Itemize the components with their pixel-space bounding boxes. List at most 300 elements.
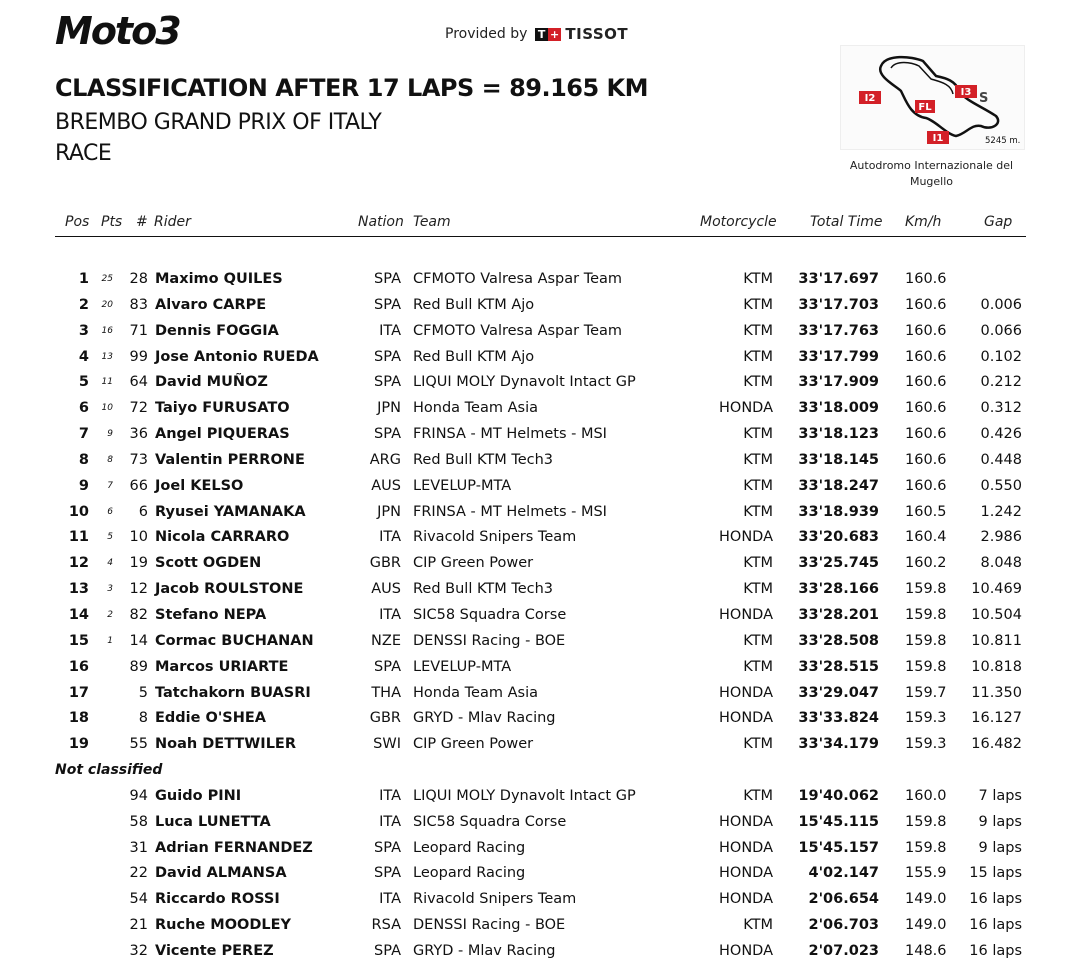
nation: SPA [374, 271, 401, 287]
marker-i1 [927, 131, 949, 144]
rider-number: 72 [129, 400, 148, 417]
nation: ITA [379, 606, 401, 623]
tissot-logo: T + TISSOT [535, 25, 628, 43]
total-time: 33'25.745 [798, 555, 879, 572]
motorcycle: KTM [743, 555, 773, 572]
motorcycle: KTM [743, 374, 773, 391]
rider-name: Tatchakorn BUASRI [155, 684, 311, 701]
nation: SPA [374, 296, 401, 313]
total-time: 15'45.115 [798, 813, 879, 830]
table-row [0, 370, 1080, 396]
logo-text: Moto3 [55, 12, 180, 48]
rider-number: 66 [129, 477, 148, 494]
rider-name: Angel PIQUERAS [155, 426, 290, 443]
table-row [0, 422, 1080, 448]
marker-i2 [859, 91, 881, 104]
table-row [0, 319, 1080, 345]
motorcycle: KTM [743, 477, 773, 494]
position: 16 [68, 658, 89, 675]
team: SIC58 Squadra Corse [413, 606, 567, 623]
total-time: 33'17.799 [798, 348, 879, 365]
position: 10 [68, 503, 89, 520]
rider-number: 22 [129, 865, 148, 882]
rider-name: Riccardo ROSSI [155, 891, 280, 908]
total-time: 33'28.508 [798, 632, 879, 649]
nation: JPN [377, 503, 401, 520]
team: CFMOTO Valresa Aspar Team [413, 271, 623, 287]
total-time: 2'06.654 [808, 891, 879, 908]
motorcycle: HONDA [719, 710, 773, 727]
motorcycle: HONDA [719, 606, 773, 623]
svg-text:FL: FL [918, 102, 932, 113]
speed: 160.6 [905, 374, 947, 391]
team: Honda Team Asia [413, 400, 538, 417]
points: 16 [101, 325, 113, 336]
nation: GBR [369, 555, 401, 572]
gap: 11.350 [971, 684, 1022, 701]
motorcycle: HONDA [719, 865, 773, 882]
rider-name: Marcos URIARTE [155, 658, 289, 675]
points: 13 [101, 351, 113, 362]
rider-number: 36 [129, 426, 148, 443]
team: FRINSA - MT Helmets - MSI [413, 503, 607, 520]
points: 4 [107, 558, 113, 569]
total-time: 33'17.909 [798, 374, 879, 391]
gap: 7 laps [978, 787, 1022, 804]
speed: 148.6 [905, 942, 947, 959]
gap: 15 laps [969, 865, 1022, 882]
position: 13 [68, 581, 89, 598]
speed: 159.8 [905, 813, 947, 830]
rider-name: Maximo QUILES [155, 271, 283, 287]
total-time: 33'18.009 [798, 400, 879, 417]
table-row [0, 525, 1080, 551]
rider-name: Nicola CARRARO [155, 529, 290, 546]
gap: 9 laps [978, 813, 1022, 830]
rider-name: David MUÑOZ [155, 374, 268, 391]
nation: SPA [374, 658, 401, 675]
team: Rivacold Snipers Team [413, 529, 577, 546]
nation: SPA [374, 865, 401, 882]
rider-name: Valentin PERRONE [155, 451, 305, 468]
not-classified-label: Not classified [55, 762, 163, 779]
position: 3 [78, 322, 89, 339]
table-row [0, 836, 1080, 862]
gap: 16 laps [969, 917, 1022, 934]
total-time: 33'33.824 [798, 710, 879, 727]
speed: 160.6 [905, 426, 947, 443]
rider-number: 12 [129, 581, 148, 598]
team: Red Bull KTM Ajo [413, 348, 535, 365]
position: 6 [78, 400, 89, 417]
speed: 160.6 [905, 271, 947, 287]
table-row [0, 784, 1080, 810]
nation: SPA [374, 839, 401, 856]
rider-number: 94 [129, 787, 148, 804]
points: 1 [107, 635, 113, 646]
rider-name: Jose Antonio RUEDA [155, 348, 319, 365]
rider-name: Adrian FERNANDEZ [155, 839, 313, 856]
motorcycle: KTM [743, 787, 773, 804]
team: Red Bull KTM Tech3 [413, 581, 554, 598]
motorcycle: HONDA [719, 942, 773, 959]
track-layout-icon [841, 46, 1024, 149]
table-row [0, 913, 1080, 939]
total-time: 33'18.145 [798, 451, 879, 468]
col-nation: Nation [358, 214, 404, 230]
team: Rivacold Snipers Team [413, 891, 577, 908]
speed: 159.8 [905, 632, 947, 649]
table-row [0, 551, 1080, 577]
circuit-map [840, 45, 1025, 150]
col-gap: Gap [984, 214, 1013, 230]
rider-name: Alvaro CARPE [155, 296, 267, 313]
total-time: 2'07.023 [808, 942, 879, 959]
nation: ITA [379, 529, 401, 546]
total-time: 19'40.062 [798, 787, 879, 804]
position: 17 [68, 684, 89, 701]
classification-title: CLASSIFICATION AFTER 17 LAPS = 89.165 KM [55, 74, 649, 102]
motorcycle: HONDA [719, 400, 773, 417]
table-row [0, 655, 1080, 681]
nation: ARG [369, 451, 401, 468]
gap: 0.312 [980, 400, 1022, 417]
table-row [0, 603, 1080, 629]
speed: 160.6 [905, 477, 947, 494]
speed: 149.0 [905, 891, 947, 908]
rider-number: 19 [129, 555, 148, 572]
points: 25 [101, 274, 113, 284]
speed: 160.6 [905, 400, 947, 417]
total-time: 33'34.179 [798, 736, 879, 753]
marker-i3 [955, 85, 977, 98]
gap: 1.242 [980, 503, 1022, 520]
table-row [0, 732, 1080, 758]
gap: 2.986 [980, 529, 1022, 546]
motorcycle: KTM [743, 632, 773, 649]
position: 1 [78, 271, 89, 287]
motorcycle: KTM [743, 426, 773, 443]
table-row [0, 500, 1080, 526]
rider-name: Luca LUNETTA [155, 813, 271, 830]
rider-number: 54 [129, 891, 148, 908]
speed: 149.0 [905, 917, 947, 934]
table-row [0, 577, 1080, 603]
team: CIP Green Power [413, 736, 534, 753]
team: DENSSI Racing - BOE [413, 632, 566, 649]
team: LEVELUP-MTA [413, 658, 512, 675]
gap: 0.426 [980, 426, 1022, 443]
team: Leopard Racing [413, 865, 526, 882]
table-row [0, 293, 1080, 319]
speed: 155.9 [905, 865, 947, 882]
col-pos: Pos [65, 214, 90, 230]
rider-name: Ryusei YAMANAKA [155, 503, 306, 520]
gap: 9 laps [978, 839, 1022, 856]
table-row [0, 681, 1080, 707]
position: 8 [78, 451, 89, 468]
rider-number: 99 [129, 348, 148, 365]
rider-name: Dennis FOGGIA [155, 322, 279, 339]
rider-number: 8 [138, 710, 148, 727]
marker-start: S [979, 91, 989, 106]
speed: 160.4 [905, 529, 947, 546]
total-time: 33'29.047 [798, 684, 879, 701]
table-row [0, 474, 1080, 500]
position: 5 [78, 374, 89, 391]
motorcycle: HONDA [719, 529, 773, 546]
motorcycle: KTM [743, 658, 773, 675]
total-time: 33'18.123 [798, 426, 879, 443]
points: 8 [107, 454, 113, 465]
total-time: 2'06.703 [808, 917, 879, 934]
moto3-logo [55, 12, 255, 52]
nation: JPN [377, 400, 401, 417]
motorcycle: KTM [743, 348, 773, 365]
points: 6 [107, 506, 113, 517]
gap: 0.066 [980, 322, 1022, 339]
circuit-length: 5245 m. [985, 136, 1021, 146]
total-time: 4'02.147 [808, 865, 879, 882]
col-total-time: Total Time [810, 214, 883, 230]
team: CIP Green Power [413, 555, 534, 572]
gap: 0.102 [980, 348, 1022, 365]
speed: 160.2 [905, 555, 947, 572]
points: 11 [101, 377, 113, 388]
nation: SPA [374, 348, 401, 365]
provided-by [445, 25, 628, 43]
total-time: 33'17.703 [798, 296, 879, 313]
gap: 16.482 [971, 736, 1022, 753]
rider-number: 28 [129, 271, 148, 287]
total-time: 33'18.939 [798, 503, 879, 520]
points: 7 [107, 480, 113, 491]
motorcycle: KTM [743, 451, 773, 468]
rider-name: Guido PINI [155, 787, 242, 804]
motorcycle: HONDA [719, 684, 773, 701]
rider-number: 89 [129, 658, 148, 675]
total-time: 33'17.763 [798, 322, 879, 339]
provided-by-label: Provided by [445, 26, 528, 42]
nation: AUS [371, 581, 401, 598]
rider-name: Taiyo FURUSATO [155, 400, 290, 417]
rider-name: David ALMANSA [155, 865, 287, 882]
table-row [0, 629, 1080, 655]
position: 11 [68, 529, 89, 546]
position: 2 [78, 296, 89, 313]
table-row [0, 706, 1080, 732]
motorcycle: KTM [743, 322, 773, 339]
rider-number: 55 [129, 736, 148, 753]
total-time: 33'17.697 [798, 271, 879, 287]
position: 7 [78, 426, 89, 443]
sponsor-name: TISSOT [565, 25, 629, 43]
total-time: 33'28.201 [798, 606, 879, 623]
rider-name: Jacob ROULSTONE [155, 581, 304, 598]
points: 5 [107, 532, 113, 543]
total-time: 33'18.247 [798, 477, 879, 494]
rider-name: Stefano NEPA [155, 606, 267, 623]
position: 18 [68, 710, 89, 727]
circuit-name: Autodromo Internazionale del Mugello [849, 159, 1014, 188]
position: 14 [68, 606, 89, 623]
team: DENSSI Racing - BOE [413, 917, 566, 934]
gap: 10.469 [971, 581, 1022, 598]
svg-text:I1: I1 [932, 133, 944, 144]
team: LIQUI MOLY Dynavolt Intact GP [413, 374, 636, 391]
speed: 160.6 [905, 296, 947, 313]
motorcycle: HONDA [719, 813, 773, 830]
rider-number: 10 [129, 529, 148, 546]
svg-text:I2: I2 [864, 93, 876, 104]
points: 9 [107, 429, 113, 440]
nation: SWI [373, 736, 401, 753]
motorcycle: KTM [743, 736, 773, 753]
nation: SPA [374, 426, 401, 443]
speed: 159.3 [905, 710, 947, 727]
motorcycle: HONDA [719, 839, 773, 856]
nation: GBR [369, 710, 401, 727]
rider-number: 82 [129, 606, 148, 623]
rider-name: Noah DETTWILER [155, 736, 297, 753]
nation: AUS [371, 477, 401, 494]
rider-number: 73 [129, 451, 148, 468]
table-row [0, 345, 1080, 371]
col-team: Team [413, 214, 451, 230]
rider-name: Eddie O'SHEA [155, 710, 266, 727]
team: Honda Team Asia [413, 684, 538, 701]
rider-number: 31 [129, 839, 148, 856]
total-time: 33'28.515 [798, 658, 879, 675]
table-row [0, 810, 1080, 836]
speed: 160.6 [905, 451, 947, 468]
rider-name: Ruche MOODLEY [155, 917, 292, 934]
table-row [0, 396, 1080, 422]
team: GRYD - Mlav Racing [413, 942, 556, 959]
table-header [55, 212, 1026, 237]
speed: 159.8 [905, 839, 947, 856]
team: CFMOTO Valresa Aspar Team [413, 322, 623, 339]
event-title: BREMBO GRAND PRIX OF ITALY [55, 110, 382, 135]
rider-name: Joel KELSO [155, 477, 244, 494]
rider-number: 83 [129, 296, 148, 313]
team: LEVELUP-MTA [413, 477, 512, 494]
total-time: 33'20.683 [798, 529, 879, 546]
speed: 159.8 [905, 581, 947, 598]
position: 15 [68, 632, 89, 649]
nation: NZE [371, 632, 401, 649]
motorcycle: HONDA [719, 891, 773, 908]
table-row [0, 861, 1080, 887]
rider-number: 21 [129, 917, 148, 934]
col-motorcycle: Motorcycle [700, 214, 777, 230]
gap: 16.127 [971, 710, 1022, 727]
speed: 159.8 [905, 658, 947, 675]
results-table [0, 267, 1080, 965]
motorcycle: KTM [743, 917, 773, 934]
speed: 160.6 [905, 348, 947, 365]
team: Red Bull KTM Ajo [413, 296, 535, 313]
gap: 0.006 [980, 296, 1022, 313]
session-title: RACE [55, 141, 112, 166]
table-row [0, 939, 1080, 965]
table-row [0, 448, 1080, 474]
nation: RSA [371, 917, 401, 934]
points: 2 [107, 609, 113, 620]
motorcycle: KTM [743, 503, 773, 520]
gap: 10.818 [971, 658, 1022, 675]
rider-name: Scott OGDEN [155, 555, 262, 572]
nation: THA [371, 684, 401, 701]
speed: 160.0 [905, 787, 947, 804]
rider-name: Vicente PEREZ [155, 942, 274, 959]
nation: ITA [379, 891, 401, 908]
motorcycle: KTM [743, 271, 773, 287]
team: Red Bull KTM Tech3 [413, 451, 554, 468]
col-kmh: Km/h [905, 214, 942, 230]
gap: 16 laps [969, 942, 1022, 959]
position: 4 [78, 348, 89, 365]
team: LIQUI MOLY Dynavolt Intact GP [413, 787, 636, 804]
speed: 159.7 [905, 684, 947, 701]
total-time: 33'28.166 [798, 581, 879, 598]
speed: 159.8 [905, 606, 947, 623]
svg-text:I3: I3 [960, 87, 972, 98]
gap: 8.048 [980, 555, 1022, 572]
rider-number: 14 [129, 632, 148, 649]
speed: 160.5 [905, 503, 947, 520]
rider-number: 58 [129, 813, 148, 830]
nation: SPA [374, 374, 401, 391]
total-time: 15'45.157 [798, 839, 879, 856]
rider-number: 5 [138, 684, 148, 701]
position: 19 [68, 736, 89, 753]
table-row [0, 887, 1080, 913]
col-pts: Pts [101, 214, 123, 230]
not-classified-heading [0, 758, 1080, 784]
speed: 159.3 [905, 736, 947, 753]
rider-name: Cormac BUCHANAN [155, 632, 314, 649]
motorcycle: KTM [743, 296, 773, 313]
gap: 10.504 [971, 606, 1022, 623]
team: FRINSA - MT Helmets - MSI [413, 426, 607, 443]
points: 3 [107, 584, 113, 595]
team: SIC58 Squadra Corse [413, 813, 567, 830]
position: 9 [78, 477, 89, 494]
rider-number: 71 [129, 322, 148, 339]
col-rider: Rider [154, 214, 191, 230]
marker-fl [915, 100, 935, 113]
nation: SPA [374, 942, 401, 959]
rider-number: 64 [129, 374, 148, 391]
gap: 0.550 [980, 477, 1022, 494]
position: 12 [68, 555, 89, 572]
points: 20 [101, 299, 113, 310]
gap: 10.811 [971, 632, 1022, 649]
points: 10 [101, 403, 113, 414]
gap: 0.448 [980, 451, 1022, 468]
nation: ITA [379, 813, 401, 830]
nation: ITA [379, 787, 401, 804]
table-row [0, 267, 1080, 293]
gap: 0.212 [980, 374, 1022, 391]
rider-number: 6 [138, 503, 148, 520]
team: Leopard Racing [413, 839, 526, 856]
gap: 16 laps [969, 891, 1022, 908]
nation: ITA [379, 322, 401, 339]
col-num: # [136, 214, 148, 230]
motorcycle: KTM [743, 581, 773, 598]
